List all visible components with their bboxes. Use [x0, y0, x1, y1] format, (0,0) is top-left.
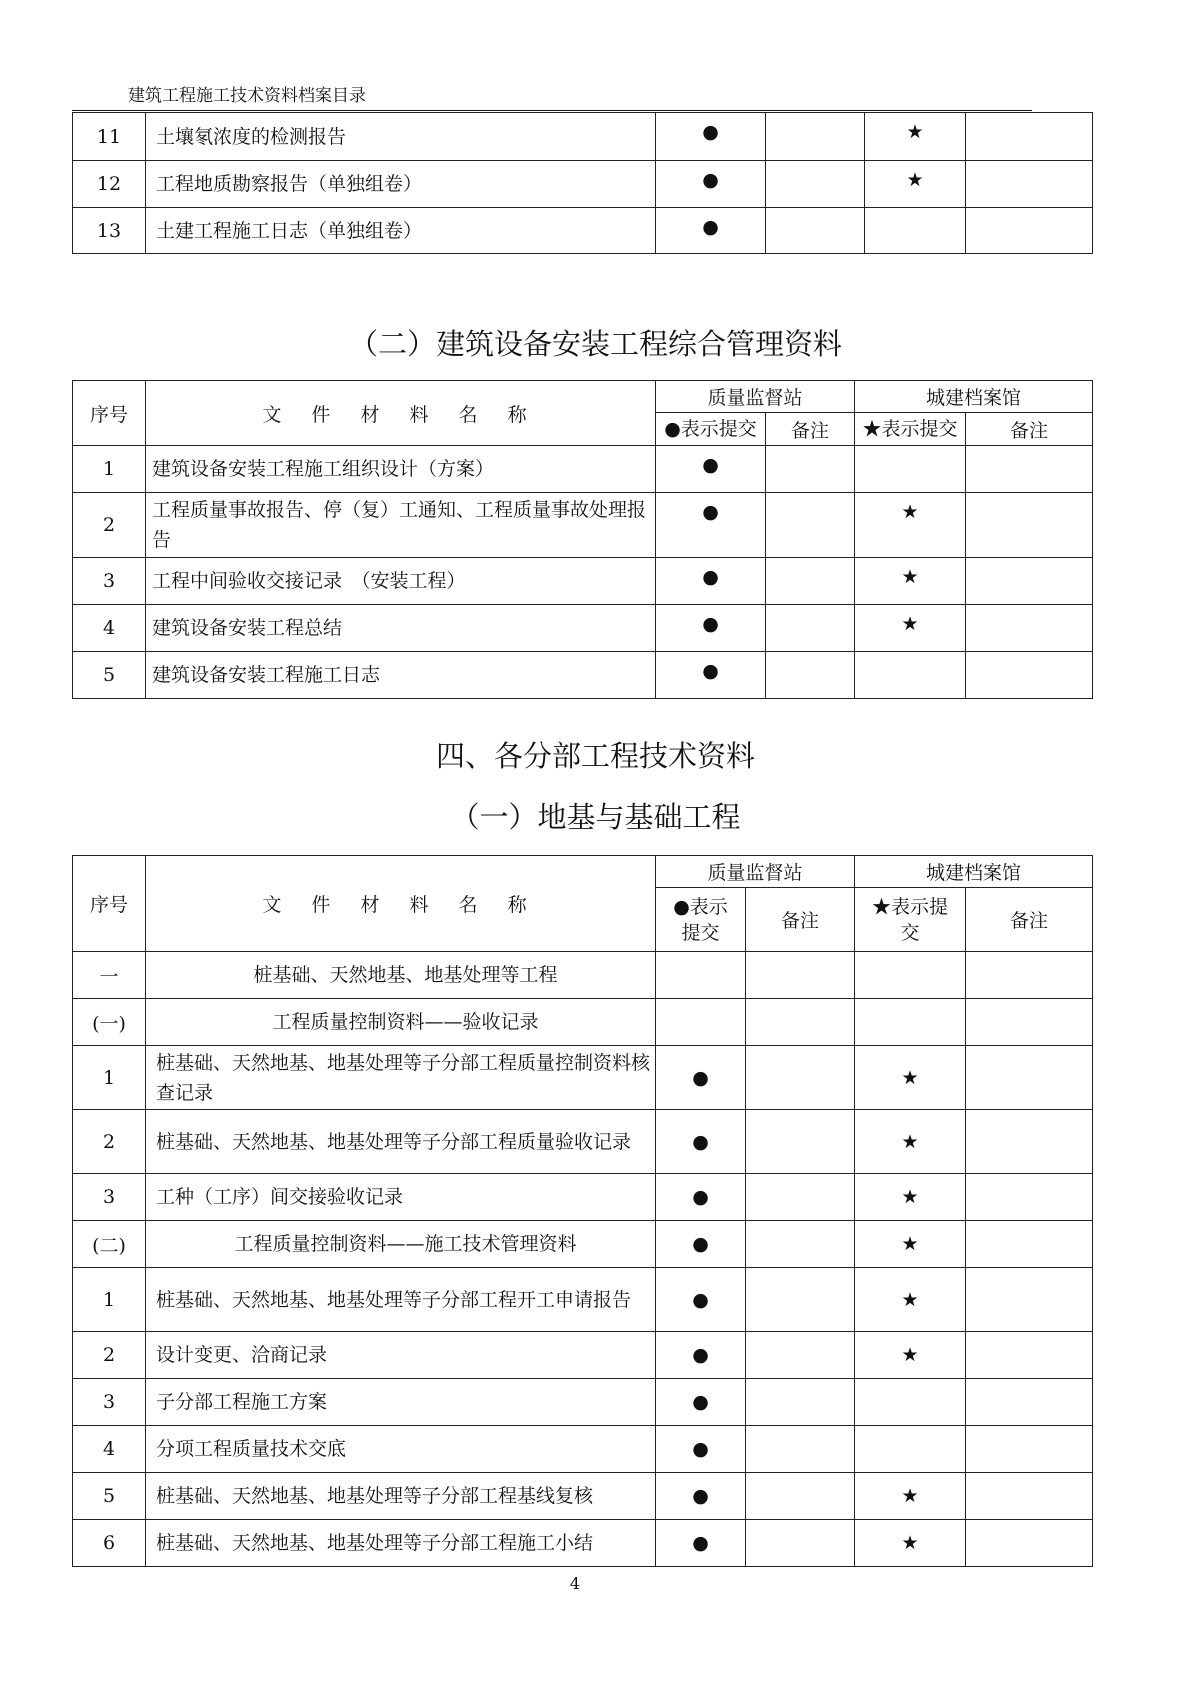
remark-cell — [746, 952, 855, 999]
remark-cell — [766, 113, 865, 161]
row-name: 土建工程施工日志（单独组卷） — [146, 208, 656, 254]
remark-cell — [966, 1268, 1093, 1332]
remark-cell — [966, 652, 1093, 699]
row-number: 5 — [73, 1473, 146, 1520]
section-title: （二）建筑设备安装工程综合管理资料 — [348, 327, 842, 361]
dot-submit-mark — [656, 952, 746, 999]
star-submit-mark: ★ — [855, 1046, 966, 1110]
star-submit-mark — [855, 652, 966, 699]
dot-submit-mark: ● — [656, 1473, 746, 1520]
star-submit-mark: ★ — [855, 1332, 966, 1379]
row-name: 桩基础、天然地基、地基处理等子分部工程质量验收记录 — [146, 1110, 656, 1174]
remark-cell — [746, 1473, 855, 1520]
dot-submit-mark: ● — [656, 558, 766, 605]
remark-cell — [746, 1268, 855, 1332]
table-row — [73, 446, 1093, 493]
row-number: 4 — [73, 1426, 146, 1473]
table-row — [73, 493, 1093, 558]
remark-cell — [766, 208, 865, 254]
row-name: 工程质量控制资料——施工技术管理资料 — [146, 1221, 656, 1268]
remark-cell — [966, 1426, 1093, 1473]
header-star-submit: ★表示提交 — [855, 888, 966, 952]
header-remark: 备注 — [966, 413, 1093, 446]
remark-cell — [966, 558, 1093, 605]
remark-cell — [766, 558, 855, 605]
row-number: 5 — [73, 652, 146, 699]
row-name: 设计变更、洽商记录 — [146, 1332, 656, 1379]
row-name: 土壤氡浓度的检测报告 — [146, 113, 656, 161]
dot-submit-mark: ● — [656, 113, 766, 161]
table-row — [73, 1174, 1093, 1221]
remark-cell — [746, 1174, 855, 1221]
header-urban-archive: 城建档案馆 — [855, 856, 1093, 888]
dot-submit-mark: ● — [656, 652, 766, 699]
star-submit-mark — [855, 1426, 966, 1473]
remark-cell — [966, 1110, 1093, 1174]
dot-submit-mark: ● — [656, 1268, 746, 1332]
row-number: 4 — [73, 605, 146, 652]
row-name: 工种（工序）间交接验收记录 — [146, 1174, 656, 1221]
row-name: 桩基础、天然地基、地基处理等子分部工程基线复核 — [146, 1473, 656, 1520]
row-name: 桩基础、天然地基、地基处理等工程 — [146, 952, 656, 999]
header-remark: 备注 — [746, 888, 855, 952]
table-row — [73, 208, 1093, 254]
star-submit-mark: ★ — [855, 1473, 966, 1520]
remark-cell — [966, 493, 1093, 558]
dot-submit-mark: ● — [656, 1174, 746, 1221]
dot-submit-mark: ● — [656, 1426, 746, 1473]
header-remark: 备注 — [766, 413, 855, 446]
header-serial-number: 序号 — [73, 381, 146, 446]
row-name: 建筑设备安装工程施工日志 — [146, 652, 656, 699]
dot-submit-mark: ● — [656, 208, 766, 254]
table-row — [73, 1426, 1093, 1473]
dot-submit-mark: ● — [656, 1110, 746, 1174]
remark-cell — [966, 113, 1093, 161]
row-name: 工程质量控制资料——验收记录 — [146, 999, 656, 1046]
table-row — [73, 1332, 1093, 1379]
table-equipment-installation — [72, 380, 1093, 699]
chapter-title: 四、各分部工程技术资料 — [435, 739, 755, 773]
row-number: 13 — [73, 208, 146, 254]
header-quality-station: 质量监督站 — [656, 381, 855, 413]
page-number: 4 — [569, 1574, 581, 1593]
remark-cell — [966, 208, 1093, 254]
row-name: 桩基础、天然地基、地基处理等子分部工程开工申请报告 — [146, 1268, 656, 1332]
header-dot-submit: ●表示提交 — [656, 413, 766, 446]
row-number: 2 — [73, 493, 146, 558]
row-name: 子分部工程施工方案 — [146, 1379, 656, 1426]
section-title: （一）地基与基础工程 — [450, 800, 741, 834]
remark-cell — [746, 1221, 855, 1268]
remark-cell — [746, 1379, 855, 1426]
header-remark: 备注 — [966, 888, 1093, 952]
remark-cell — [966, 1473, 1093, 1520]
header-document-name: 文 件 材 料 名 称 — [146, 381, 656, 446]
star-submit-mark: ★ — [855, 605, 966, 652]
dot-submit-mark: ● — [656, 605, 766, 652]
row-number: 1 — [73, 446, 146, 493]
dot-submit-mark: ● — [656, 493, 766, 558]
remark-cell — [766, 493, 855, 558]
header-urban-archive: 城建档案馆 — [855, 381, 1093, 413]
table-row — [73, 113, 1093, 161]
row-number: 3 — [73, 1379, 146, 1426]
star-submit-mark: ★ — [855, 1174, 966, 1221]
star-submit-mark — [855, 952, 966, 999]
star-submit-mark: ★ — [855, 1110, 966, 1174]
table-row — [73, 1268, 1093, 1332]
remark-cell — [966, 1379, 1093, 1426]
remark-cell — [766, 446, 855, 493]
dot-submit-mark: ● — [656, 161, 766, 208]
dot-submit-mark: ● — [656, 1332, 746, 1379]
header-serial-number: 序号 — [73, 856, 146, 952]
remark-cell — [746, 1110, 855, 1174]
header-star-submit: ★表示提交 — [855, 413, 966, 446]
remark-cell — [746, 1426, 855, 1473]
remark-cell — [966, 952, 1093, 999]
remark-cell — [766, 605, 855, 652]
remark-cell — [746, 999, 855, 1046]
remark-cell — [966, 161, 1093, 208]
header-dot-submit: ●表示提交 — [656, 888, 746, 952]
row-number: 3 — [73, 558, 146, 605]
dot-submit-mark: ● — [656, 1379, 746, 1426]
star-submit-mark: ★ — [855, 558, 966, 605]
header-document-name: 文 件 材 料 名 称 — [146, 856, 656, 952]
row-name: 分项工程质量技术交底 — [146, 1426, 656, 1473]
header-quality-station: 质量监督站 — [656, 856, 855, 888]
star-submit-mark: ★ — [865, 161, 966, 208]
star-submit-mark: ★ — [855, 493, 966, 558]
dot-submit-mark: ● — [656, 446, 766, 493]
table-row — [73, 999, 1093, 1046]
running-header: 建筑工程施工技术资料档案目录 — [128, 86, 366, 106]
row-name: 建筑设备安装工程施工组织设计（方案） — [146, 446, 656, 493]
row-name: 工程地质勘察报告（单独组卷） — [146, 161, 656, 208]
table-row — [73, 1473, 1093, 1520]
table-row — [73, 605, 1093, 652]
star-submit-mark: ★ — [855, 1221, 966, 1268]
dot-submit-mark: ● — [656, 1520, 746, 1567]
row-number: 2 — [73, 1110, 146, 1174]
table-row — [73, 161, 1093, 208]
row-name: 桩基础、天然地基、地基处理等子分部工程质量控制资料核查记录 — [146, 1046, 656, 1110]
star-submit-mark: ★ — [855, 1268, 966, 1332]
remark-cell — [966, 1221, 1093, 1268]
table-row — [73, 1520, 1093, 1567]
row-number: 11 — [73, 113, 146, 161]
table-row — [73, 1110, 1093, 1174]
remark-cell — [746, 1046, 855, 1110]
remark-cell — [966, 999, 1093, 1046]
star-submit-mark — [865, 208, 966, 254]
row-number: 1 — [73, 1046, 146, 1110]
table-row — [73, 1046, 1093, 1110]
remark-cell — [966, 1046, 1093, 1110]
table-row — [73, 652, 1093, 699]
row-number: 一 — [73, 952, 146, 999]
row-number: (二) — [73, 1221, 146, 1268]
star-submit-mark: ★ — [855, 1520, 966, 1567]
star-submit-mark — [855, 1379, 966, 1426]
remark-cell — [966, 605, 1093, 652]
table-row — [73, 558, 1093, 605]
row-number: 12 — [73, 161, 146, 208]
table-row — [73, 952, 1093, 999]
remark-cell — [746, 1520, 855, 1567]
star-submit-mark: ★ — [865, 113, 966, 161]
row-number: 6 — [73, 1520, 146, 1567]
row-name: 工程质量事故报告、停（复）工通知、工程质量事故处理报告 — [146, 493, 656, 558]
row-number: 1 — [73, 1268, 146, 1332]
dot-submit-mark: ● — [656, 1221, 746, 1268]
remark-cell — [966, 1520, 1093, 1567]
remark-cell — [966, 1332, 1093, 1379]
row-name: 工程中间验收交接记录 （安装工程） — [146, 558, 656, 605]
dot-submit-mark: ● — [656, 1046, 746, 1110]
table-top — [72, 112, 1093, 254]
table-row — [73, 1379, 1093, 1426]
table-row — [73, 1221, 1093, 1268]
remark-cell — [746, 1332, 855, 1379]
row-name: 桩基础、天然地基、地基处理等子分部工程施工小结 — [146, 1520, 656, 1567]
remark-cell — [766, 161, 865, 208]
table-foundation — [72, 855, 1093, 1567]
star-submit-mark — [855, 446, 966, 493]
remark-cell — [966, 446, 1093, 493]
row-name: 建筑设备安装工程总结 — [146, 605, 656, 652]
remark-cell — [966, 1174, 1093, 1221]
dot-submit-mark — [656, 999, 746, 1046]
row-number: 2 — [73, 1332, 146, 1379]
row-number: 3 — [73, 1174, 146, 1221]
header-rule — [72, 110, 1032, 111]
remark-cell — [766, 652, 855, 699]
star-submit-mark — [855, 999, 966, 1046]
row-number: (一) — [73, 999, 146, 1046]
